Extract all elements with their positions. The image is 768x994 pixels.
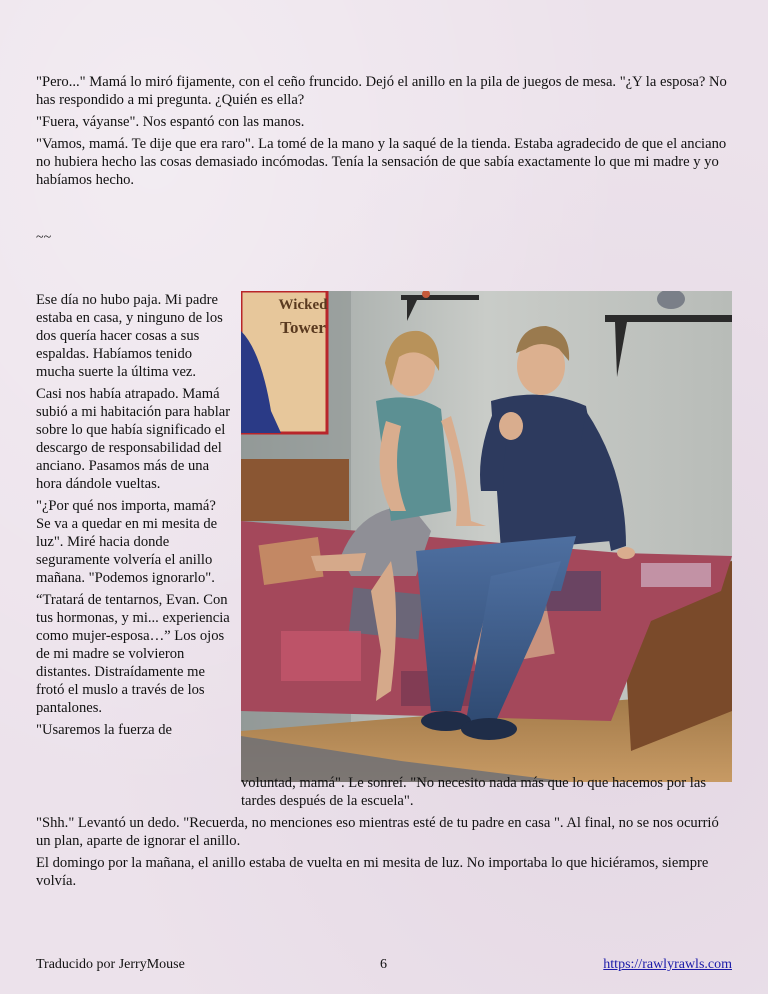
wicked-tower-poster (241, 291, 328, 433)
page-number: 6 (380, 957, 387, 972)
paragraph: "Vamos, mamá. Te dije que era raro". La tomé de la mano y la saqué de la tienda. Estaba agradecido de que el anciano no hubiera hecho las cosas demasiado incómodas. Tenía la sensación de que sabía exactamente lo que mi madre y yo habíamos hecho. (36, 136, 727, 188)
website-link[interactable]: https://rawlyrawls.com (603, 957, 732, 972)
paragraph: "Usaremos la fuerza de (36, 722, 173, 738)
paragraph: "Fuera, váyanse". Nos espantó con las manos. (36, 114, 305, 130)
paragraph: "Pero..." Mamá lo miró fijamente, con el ceño fruncido. Dejó el anillo en la pila de juegos de mesa. "¿Y la esposa? No has respondido a mi pregunta. ¿Quién es ella? (36, 74, 727, 108)
paragraph: "Shh." Levantó un dedo. "Recuerda, no menciones eso mientras esté de tu padre en casa ". Al final, no se nos ocurrió un plan, aparte de ignorar el anillo. (36, 815, 719, 849)
paragraph: Casi nos había atrapado. Mamá subió a mi habitación para hablar sobre lo que había significado el descargo de responsabilidad del anciano. Pasamos más de una hora dándole vueltas. (36, 386, 231, 492)
paragraph: voluntad, mamá". Le sonreí. "No necesito nada más que lo que hacemos por las tardes después de la escuela". (241, 775, 706, 809)
top-text-block (36, 73, 736, 193)
paragraph: “Tratará de tentarnos, Evan. Con tus hormonas, y mi... experiencia como mujer-esposa…” Los ojos de mi madre se volvieron distantes. Distraídamente me frotó el muslo a través de los pantalones. (36, 592, 230, 716)
poster-title-1: Wicked (278, 297, 328, 313)
poster-title-2: Tower (280, 318, 326, 337)
paragraph: El domingo por la mañana, el anillo estaba de vuelta en mi mesita de luz. No importaba lo que hiciéramos, siempre volvía. (36, 855, 709, 889)
paragraph: Ese día no hubo paja. Mi padre estaba en casa, y ninguno de los dos quería hacer cosas a sus espaldas. Habíamos tenido mucha suerte la última vez. (36, 292, 223, 380)
section-separator: ~~ (36, 230, 52, 245)
paragraph: "¿Por qué nos importa, mamá? Se va a quedar en mi mesita de luz". Miré hacia donde seguramente volvería el anillo mañana. "Podemos ignorarlo". (36, 498, 218, 586)
translator-credit: Traducido por JerryMouse (36, 957, 185, 972)
bedroom-illustration (241, 291, 732, 782)
side-text-block (36, 291, 234, 739)
bottom-text-block (36, 774, 736, 894)
